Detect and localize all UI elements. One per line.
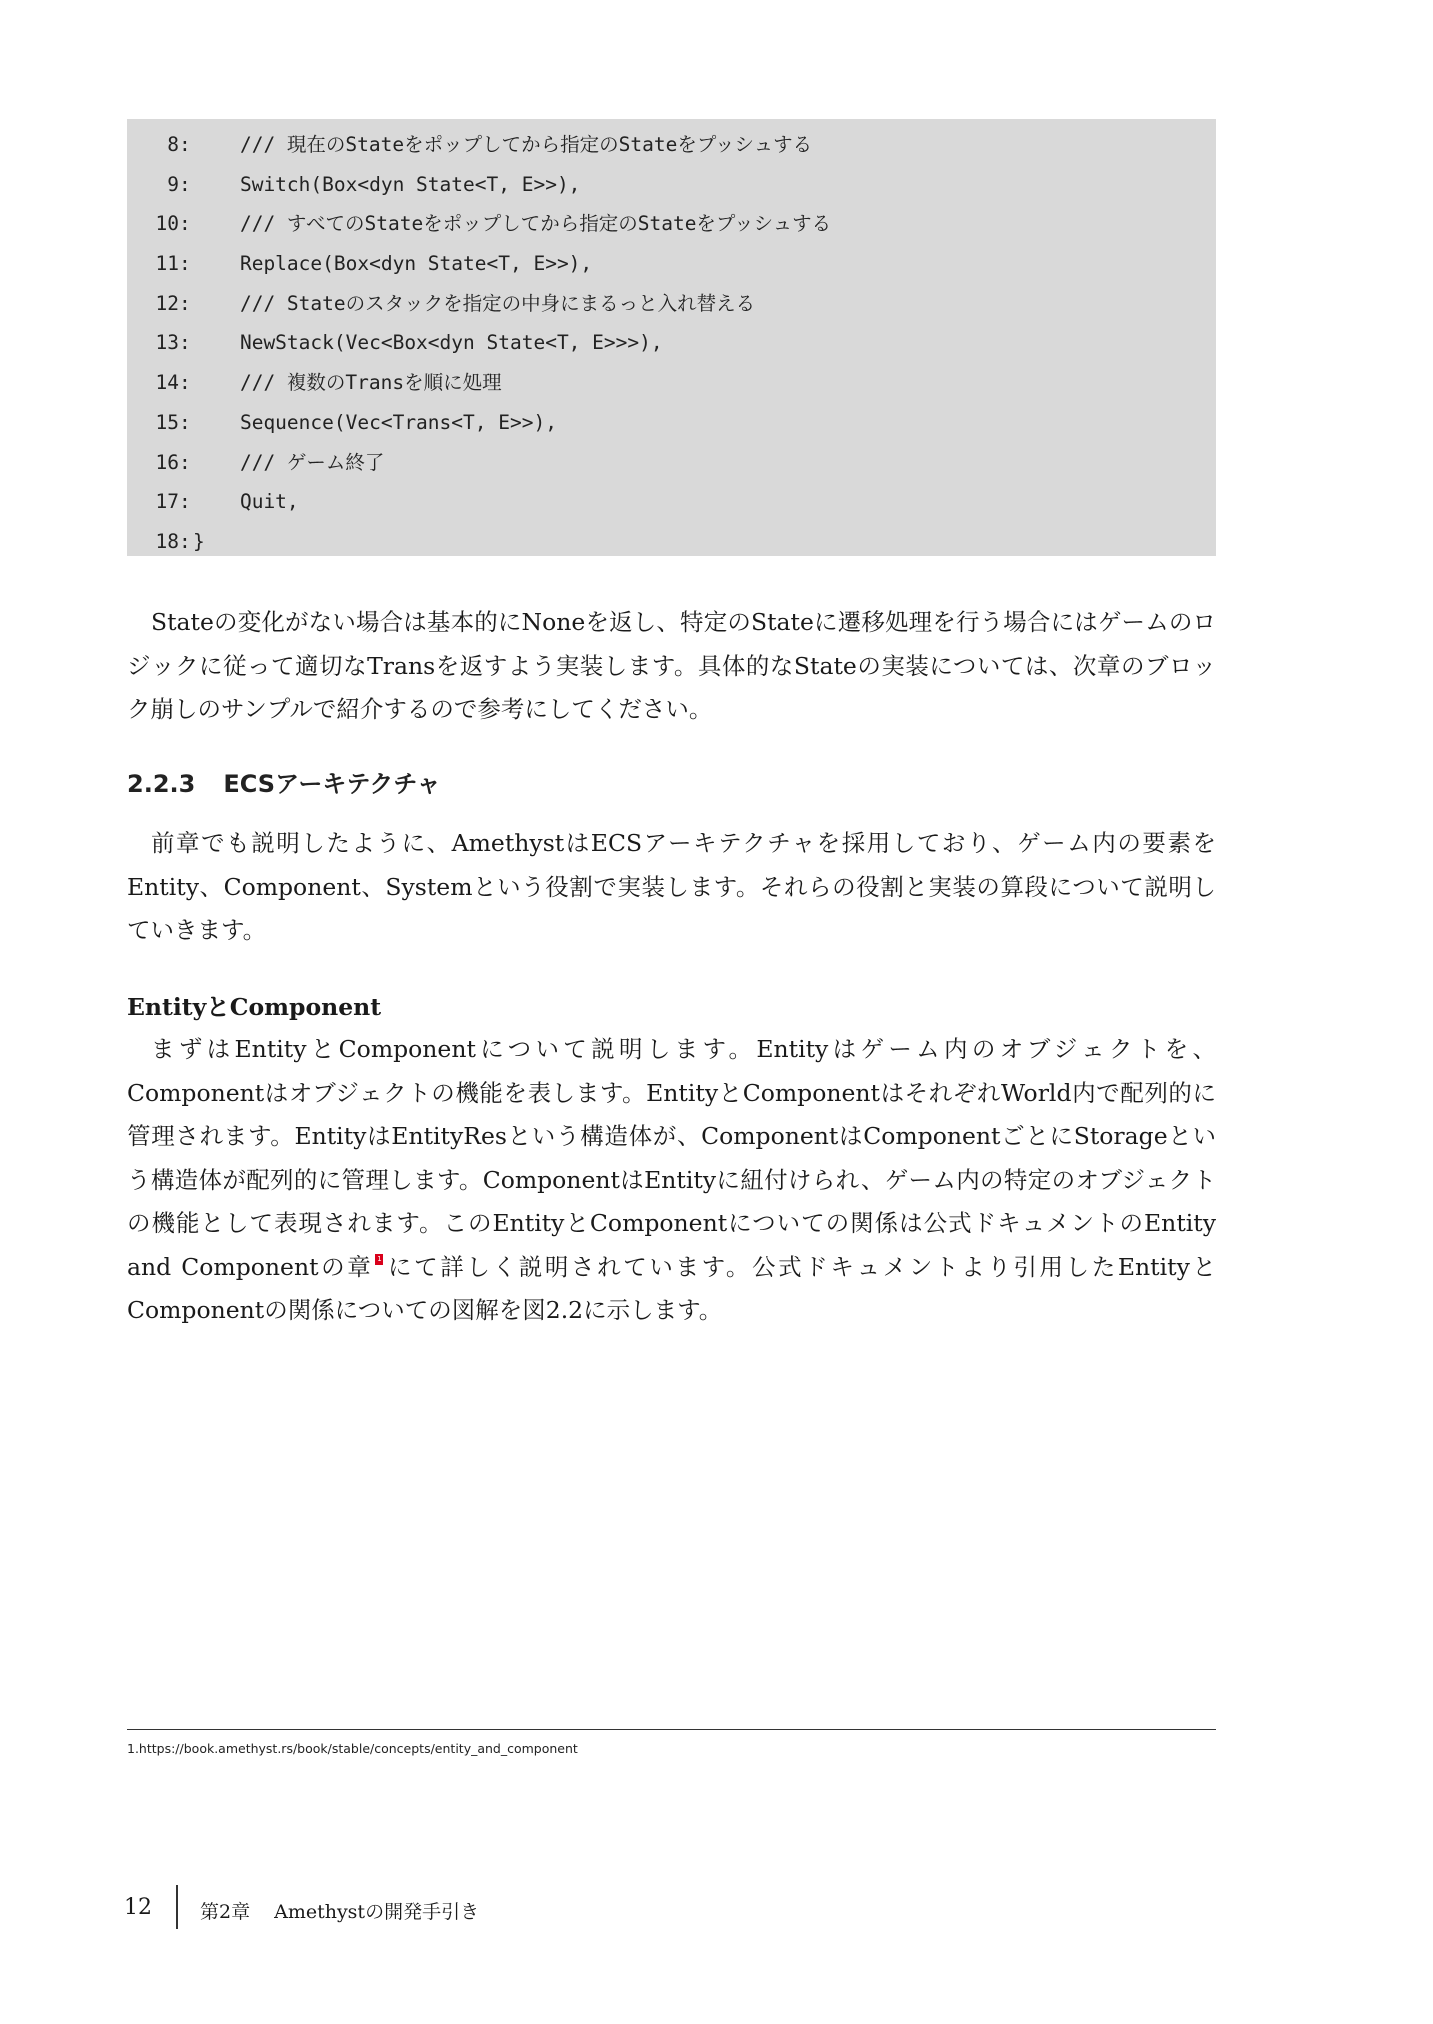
footnote-divider xyxy=(127,1729,1216,1730)
footnote-text: 1.https://book.amethyst.rs/book/stable/concepts/entity_and_component xyxy=(127,1741,578,1756)
code-line: 11 : Replace(Box<dyn State<T, E>>), xyxy=(127,244,1216,284)
code-text: /// 現在のStateをポップしてから指定のStateをプッシュする xyxy=(193,133,813,156)
code-text: } xyxy=(193,529,205,553)
code-line: 9 : Switch(Box<dyn State<T, E>>), xyxy=(127,165,1216,205)
paragraph-entity-component xyxy=(127,1028,1216,1333)
code-text: /// ゲーム終了 xyxy=(193,450,385,474)
code-text: /// 複数のTransを順に処理 xyxy=(193,371,502,395)
footer-chapter xyxy=(200,1897,479,1924)
section-number: 2.2.3 xyxy=(127,770,196,798)
page-number: 12 xyxy=(124,1895,152,1920)
line-number: 11 xyxy=(155,252,179,276)
code-text: Switch(Box<dyn State<T, E>>), xyxy=(193,172,581,196)
paragraph-ecs-intro: 前章でも説明したように、AmethystはECSアーキテクチャを採用しており、ゲーム内の要素をEntity、Component、Systemという役割で実装します。それらの役割と実装の算段について説明していきます。 xyxy=(127,829,1216,944)
code-line: 12 : /// Stateのスタックを指定の中身にまるっと入れ替える xyxy=(127,284,1216,324)
line-number: 8 xyxy=(167,133,179,156)
line-number: 18 xyxy=(155,529,179,553)
line-number: 16 xyxy=(155,450,179,474)
code-text: Replace(Box<dyn State<T, E>>), xyxy=(193,252,593,276)
code-line: 8 : /// 現在のStateをポップしてから指定のStateをプッシュする xyxy=(127,125,1216,165)
section-heading xyxy=(127,764,441,799)
chapter-label: 第2章 xyxy=(200,1901,251,1923)
code-text: Quit, xyxy=(193,490,299,514)
line-number: 15 xyxy=(155,410,179,434)
code-line: 17 : Quit, xyxy=(127,482,1216,522)
code-line: 16 : /// ゲーム終了 xyxy=(127,443,1216,483)
line-number: 13 xyxy=(155,331,179,355)
line-number: 12 xyxy=(155,291,179,315)
code-line: 18 : } xyxy=(127,522,1216,562)
code-line: 14 : /// 複数のTransを順に処理 xyxy=(127,363,1216,403)
line-number: 9 xyxy=(167,172,179,196)
code-text: /// すべてのStateをポップしてから指定のStateをプッシュする xyxy=(193,212,832,236)
footnote-marker[interactable]: 1 xyxy=(377,1254,382,1263)
line-number: 14 xyxy=(155,371,179,395)
paragraph-text-part2: にて詳しく説明されています。公式ドキュメントより引用したEntityとComponentの関係についての図解を図2.2に示します。 xyxy=(127,1252,1216,1324)
line-number: 10 xyxy=(155,212,179,236)
code-text: /// Stateのスタックを指定の中身にまるっと入れ替える xyxy=(193,291,756,315)
chapter-title: Amethystの開発手引き xyxy=(274,1901,480,1923)
footer-divider xyxy=(176,1885,178,1929)
code-text: Sequence(Vec<Trans<T, E>>), xyxy=(193,410,557,434)
code-line: 13 : NewStack(Vec<Box<dyn State<T, E>>>), xyxy=(127,323,1216,363)
line-number: 17 xyxy=(155,490,179,514)
section-title: ECSアーキテクチャ xyxy=(223,770,441,798)
code-line: 10 : /// すべてのStateをポップしてから指定のStateをプッシュする xyxy=(127,204,1216,244)
paragraph-text-part1: まずはEntityとComponentについて説明します。Entityはゲーム内のオブジェクトを、Componentはオブジェクトの機能を表します。EntityとComponentはそれぞれWorld内で配列的に管理されます。EntityはEntityResという構造体が、ComponentはComponentごとにStorageという構造体が配列的に管理します。ComponentはEntityに紐付けられ、ゲーム内の特定のオブジェクトの機能として表現されます。このEntityとComponentについての関係は公式ドキュメントのEntity and Componentの章 xyxy=(127,1035,1216,1281)
paragraph-state-transition: Stateの変化がない場合は基本的にNoneを返し、特定のStateに遷移処理を行う場合にはゲームのロジックに従って適切なTransを返すよう実装します。具体的なStateの実装については、次章のブロック崩しのサンプルで紹介するので参考にしてください。 xyxy=(127,608,1216,723)
code-line: 15 : Sequence(Vec<Trans<T, E>>), xyxy=(127,403,1216,443)
code-block xyxy=(127,119,1216,556)
subheading-entity-component: EntityとComponent xyxy=(127,993,382,1021)
code-text: NewStack(Vec<Box<dyn State<T, E>>>), xyxy=(193,331,663,355)
